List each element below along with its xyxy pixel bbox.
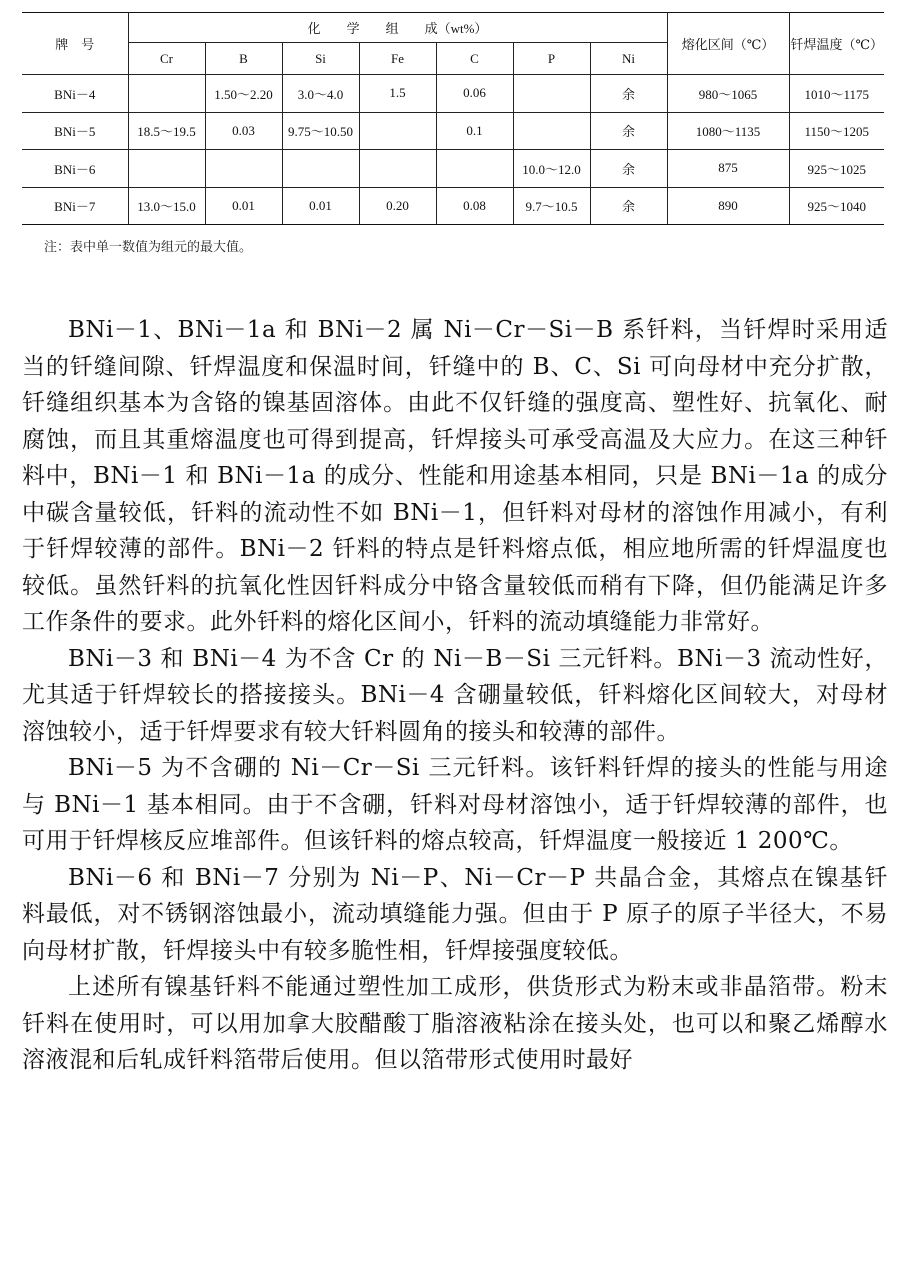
header-grade: 牌 号 [22,13,128,75]
table-cell: 0.01 [205,187,282,225]
table-cell: 10.0～12.0 [513,150,590,188]
table-cell [513,75,590,113]
table-cell: 余 [590,150,667,188]
table-cell: 0.06 [436,75,513,113]
table-cell: 9.75～10.50 [282,112,359,150]
table-cell: 0.01 [282,187,359,225]
header-element: Ni [590,43,667,75]
paragraph: BNi－3 和 BNi－4 为不含 Cr 的 Ni－B－Si 三元钎料。BNi－3 流动性好，尤其适于钎焊较长的搭接接头。BNi－4 含硼量较低，钎料熔化区间较大，对母材溶蚀较小，适于钎焊要求有较大钎料圆角的接头和较薄的部件。 [22,645,888,745]
header-melting-range: 熔化区间（℃） [667,13,789,75]
table-cell: 余 [590,75,667,113]
table-cell [436,150,513,188]
header-element: B [205,43,282,75]
table-cell: BNi－7 [22,187,128,225]
table-cell: 890 [667,187,789,225]
composition-table [22,12,884,225]
table-cell: 1.50～2.20 [205,75,282,113]
header-brazing-temp: 钎焊温度（℃） [789,13,884,75]
header-element: Fe [359,43,436,75]
table-cell: 875 [667,150,789,188]
table-cell: 9.7～10.5 [513,187,590,225]
body-text [22,312,888,1079]
table-cell: 1.5 [359,75,436,113]
paragraph: BNi－5 为不含硼的 Ni－Cr－Si 三元钎料。该钎料钎焊的接头的性能与用途与 BNi－1 基本相同。由于不含硼，钎料对母材溶蚀小，适于钎焊较薄的部件，也可用于钎焊核反应堆部件。但该钎料的熔点较高，钎焊温度一般接近 1 200℃。 [22,755,888,854]
paragraph: BNi－1、BNi－1a 和 BNi－2 属 Ni－Cr－Si－B 系钎料，当钎焊时采用适当的钎缝间隙、钎焊温度和保温时间，钎缝中的 B、C、Si 可向母材中充分扩散，钎缝组织基本为含铬的镍基固溶体。由此不仅钎缝的强度高、塑性好、抗氧化、耐腐蚀，而且其重熔温度也可得到提高，钎焊接头可承受高温及大应力。在这三种钎料中，BNi－1 和 BNi－1a 的成分、性能和用途基本相同，只是 BNi－1a 的成分中碳含量较低，钎料的流动性不如 BNi－1，但钎料对母材的溶蚀作用减小，有利于钎焊较薄的部件。BNi－2 钎料的特点是钎料熔点低，相应地所需的钎焊温度也较低。虽然钎料的抗氧化性因钎料成分中铬含量较低而稍有下降，但仍能满足许多工作条件的要求。此外钎料的熔化区间小，钎料的流动填缝能力非常好。 [22,317,888,635]
table-cell: 925～1040 [789,187,884,225]
table-cell [128,75,205,113]
table-cell [282,150,359,188]
table-cell: 0.03 [205,112,282,150]
table-cell: 980～1065 [667,75,789,113]
header-element: P [513,43,590,75]
table-cell: 3.0～4.0 [282,75,359,113]
table-cell: BNi－4 [22,75,128,113]
table-cell: 余 [590,187,667,225]
table-cell: BNi－5 [22,112,128,150]
table-cell: 0.08 [436,187,513,225]
table-note: 注：表中单一数值为组元的最大值。 [44,240,253,255]
table-cell: 1080～1135 [667,112,789,150]
header-element: Si [282,43,359,75]
table-row [22,112,884,150]
table-cell [359,112,436,150]
table-cell [205,150,282,188]
paragraph: BNi－6 和 BNi－7 分别为 Ni－P、Ni－Cr－P 共晶合金，其熔点在镍基钎料最低，对不锈钢溶蚀最小，流动填缝能力强。但由于 P 原子的原子半径大，不易向母材扩散，钎焊接头中有较多脆性相，钎焊接强度较低。 [22,864,888,964]
header-element: C [436,43,513,75]
composition-table-container [22,12,884,225]
table-cell: 0.1 [436,112,513,150]
table-cell: 18.5～19.5 [128,112,205,150]
table-cell: 余 [590,112,667,150]
table-row [22,187,884,225]
table-cell: 13.0～15.0 [128,187,205,225]
table-row [22,75,884,113]
table-cell: 925～1025 [789,150,884,188]
paragraph: 上述所有镍基钎料不能通过塑性加工成形，供货形式为粉末或非晶箔带。粉末钎料在使用时，可以用加拿大胶醋酸丁脂溶液粘涂在接头处，也可以和聚乙烯醇水溶液混和后轧成钎料箔带后使用。但以箔带形式使用时最好 [22,974,888,1073]
table-row [22,150,884,188]
table-cell [128,150,205,188]
table-cell: BNi－6 [22,150,128,188]
table-cell: 1150～1205 [789,112,884,150]
table-cell: 0.20 [359,187,436,225]
header-composition: 化 学 组 成（wt%） [128,13,667,43]
header-element: Cr [128,43,205,75]
table-cell: 1010～1175 [789,75,884,113]
table-cell [513,112,590,150]
table-cell [359,150,436,188]
